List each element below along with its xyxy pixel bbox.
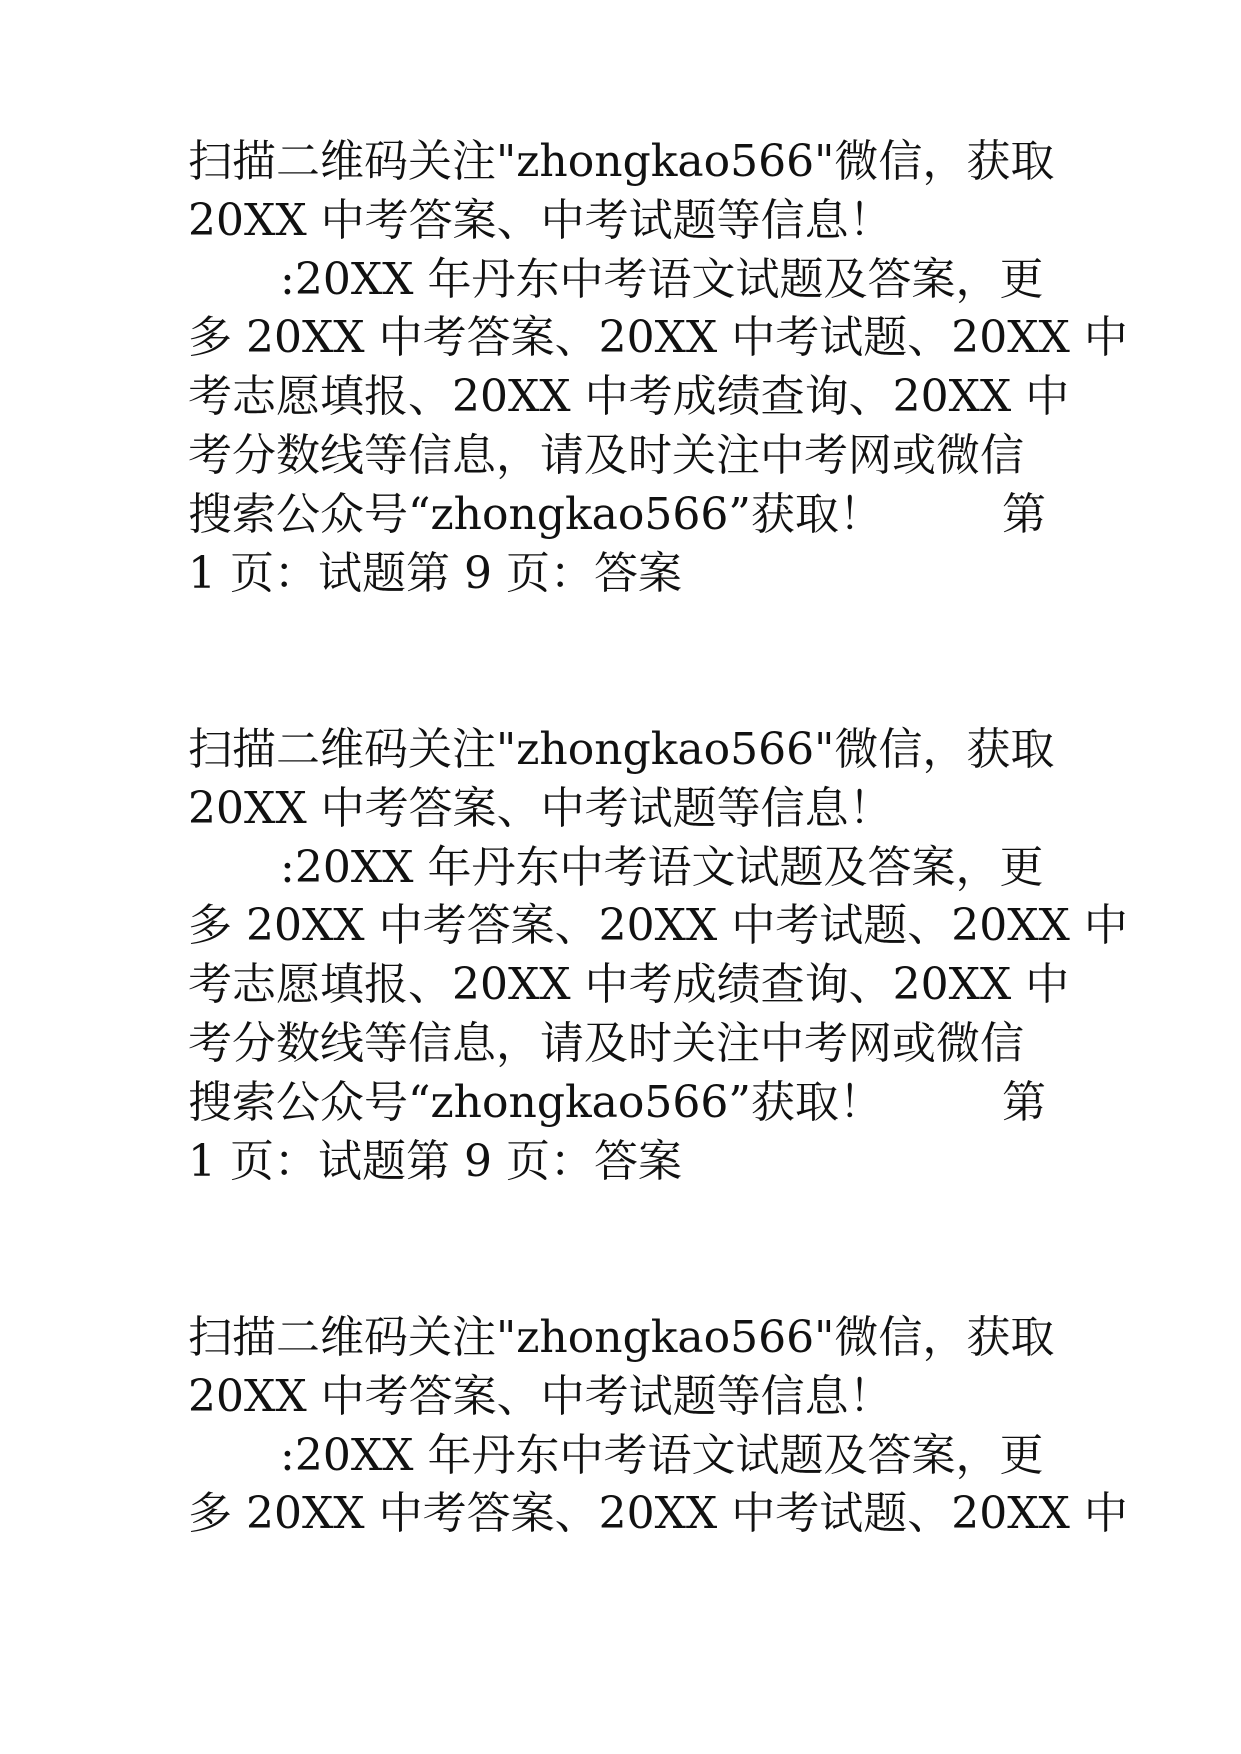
paragraph-line: 考志愿填报、20XX 中考成绩查询、20XX 中	[188, 959, 1070, 1010]
paragraph-line: 20XX 中考答案、中考试题等信息！	[188, 195, 893, 246]
paragraph-line: 1 页：试题第 9 页：答案	[188, 1136, 682, 1187]
paragraph-line: 多 20XX 中考答案、20XX 中考试题、20XX 中	[188, 312, 1128, 363]
paragraph-line: 扫描二维码关注"zhongkao566"微信，获取	[188, 136, 1055, 187]
paragraph-line: 考分数线等信息，请及时关注中考网或微信	[188, 1018, 1024, 1069]
paragraph-line: :20XX 年丹东中考语文试题及答案，更	[280, 254, 1044, 305]
paragraph-line: 20XX 中考答案、中考试题等信息！	[188, 1371, 893, 1422]
paragraph-line: 扫描二维码关注"zhongkao566"微信，获取	[188, 724, 1055, 775]
paragraph-line: :20XX 年丹东中考语文试题及答案，更	[280, 842, 1044, 893]
paragraph-line: 考分数线等信息，请及时关注中考网或微信	[188, 430, 1024, 481]
trailing-word: 第	[1002, 489, 1046, 540]
paragraph-line: 扫描二维码关注"zhongkao566"微信，获取	[188, 1312, 1055, 1363]
paragraph-line: 1 页：试题第 9 页：答案	[188, 548, 682, 599]
paragraph-line: 20XX 中考答案、中考试题等信息！	[188, 783, 893, 834]
paragraph-line: 多 20XX 中考答案、20XX 中考试题、20XX 中	[188, 1488, 1128, 1539]
paragraph-line: 考志愿填报、20XX 中考成绩查询、20XX 中	[188, 371, 1070, 422]
trailing-word: 第	[1002, 1077, 1046, 1128]
paragraph-line: :20XX 年丹东中考语文试题及答案，更	[280, 1430, 1044, 1481]
paragraph-line: 搜索公众号“zhongkao566”获取！	[188, 1077, 883, 1128]
paragraph-line: 多 20XX 中考答案、20XX 中考试题、20XX 中	[188, 900, 1128, 951]
paragraph-line: 搜索公众号“zhongkao566”获取！	[188, 489, 883, 540]
